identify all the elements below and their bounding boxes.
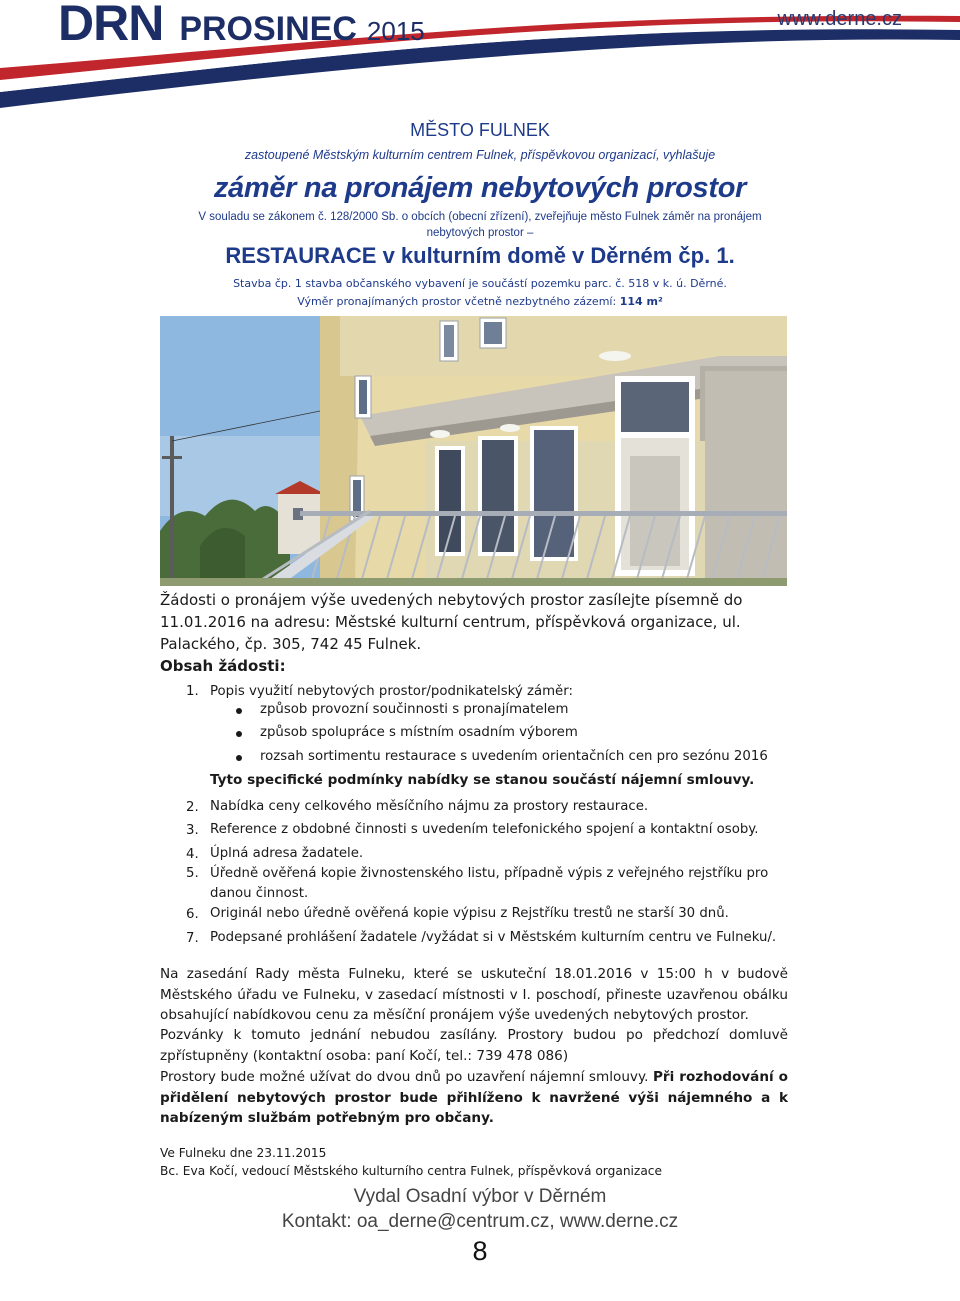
newsletter-title (58, 0, 425, 50)
usage-text: Prostory bude možné užívat do dvou dnů po uzavření nájemní smlouvy. (160, 1069, 649, 1085)
list-number: 4. (186, 847, 199, 862)
invitations-paragraph: Pozvánky k tomuto jednání nebudou zasílány. Prostory budou po předchozí domluvě zpřístupněny (kontaktní osoba: paní Kočí, tel.: 739 478 086) (160, 1027, 788, 1064)
area-value: 114 m² (619, 295, 663, 308)
bullet-icon (236, 708, 242, 714)
bullet-icon (236, 731, 242, 737)
footer-publisher: Vydal Osadní výbor v Děrném (353, 1186, 607, 1207)
building-info: Stavba čp. 1 stavba občanského vybavení je součástí pozemku parc. č. 518 v k. ú. Děrné. (233, 277, 727, 290)
signature-date: Ve Fulneku dne 23.11.2015 (160, 1146, 327, 1160)
building-photo (160, 316, 787, 586)
bullet-item: způsob provozní součinnosti s pronajímatelem (260, 702, 569, 717)
building-illustration (160, 316, 787, 586)
page-header (0, 0, 960, 110)
notice-headline: záměr na pronájem nebytových prostor (213, 172, 747, 204)
list-item-continuation: danou činnost. (210, 886, 309, 901)
list-number: 1. (186, 684, 199, 699)
application-instructions: Žádosti o pronájem výše uvedených nebytových prostor zasílejte písemně do 11.01.2016 na adresu: Městské kulturní centrum, příspěvková organizace, ul. Palackého, čp. 305, 742 45 Fulnek. (160, 591, 743, 653)
area-label: Výměr pronajímaných prostor včetně nezbytného zázemí: (297, 295, 617, 308)
town-heading: MĚSTO FULNEK (410, 120, 550, 140)
law-line-2: nebytových prostor – (426, 227, 534, 239)
bullet-icon (236, 755, 242, 761)
issue-year: 2015 (366, 16, 425, 46)
subject-heading: RESTAURACE v kulturním domě v Děrném čp. 1. (225, 243, 735, 268)
application-contents-heading: Obsah žádosti: (160, 657, 286, 675)
newsletter-name: DRN (58, 0, 164, 51)
header-website: www.derne.cz (777, 8, 902, 30)
list-item: Originál nebo úředně ověřená kopie výpisu z Rejstříku trestů ne starší 30 dnů. (210, 906, 729, 921)
usage-paragraph (160, 1067, 788, 1129)
bullet-item: způsob spolupráce s místním osadním výborem (260, 725, 578, 740)
list-item: Úředně ověřená kopie živnostenského listu, případně výpis z veřejného rejstříku pro (210, 866, 769, 881)
meeting-paragraph: Na zasedání Rady města Fulneku, které se uskuteční 18.01.2016 v 15:00 h v budově Městského úřadu ve Fulneku, v zasedací místnosti v I. poschodí, přineste uzavřenou obálku obsahující nabídkovou cenu za měsíční pronájem výše uvedených nebytových prostor. (160, 966, 788, 1023)
bullet-item: rozsah sortimentu restaurace s uvedením orientačních cen pro sezónu 2016 (260, 749, 768, 764)
list-item: Popis využití nebytových prostor/podnikatelský záměr: (210, 684, 573, 699)
list-item: Úplná adresa žadatele. (210, 846, 364, 861)
law-reference (0, 209, 960, 241)
specific-conditions-note: Tyto specifické podmínky nabídky se stanou součástí nájemní smlouvy. (210, 772, 755, 788)
area-info (0, 295, 960, 308)
list-item: Reference z obdobné činnosti s uvedením telefonického spojení a kontaktní osoby. (210, 822, 759, 837)
footer-contact: Kontakt: oa_derne@centrum.cz, www.derne.cz (281, 1211, 679, 1232)
list-number: 3. (186, 823, 199, 838)
list-item: Podepsané prohlášení žadatele /vyžádat si v Městském kulturním centru ve Fulneku/. (210, 930, 777, 945)
list-number: 6. (186, 907, 199, 922)
represented-by: zastoupené Městským kulturním centrem Fulnek, příspěvkovou organizací, vyhlašuje (244, 148, 716, 162)
decision-criteria: Při rozhodování o přidělení nebytových prostor bude přihlíženo k navržené výši nájemného a k nabízeným službám potřebným pro občany. (160, 1069, 788, 1126)
signature-name: Bc. Eva Kočí, vedoucí Městského kulturního centra Fulnek, příspěvková organizace (160, 1164, 662, 1178)
issue-month: PROSINEC (179, 10, 357, 48)
list-number: 7. (186, 931, 199, 946)
list-number: 2. (186, 800, 199, 815)
law-line-1: V souladu se zákonem č. 128/2000 Sb. o obcích (obecní zřízení), zveřejňuje město Fulnek záměr na pronájem (198, 211, 762, 223)
list-number: 5. (186, 866, 199, 881)
list-item: Nabídka ceny celkového měsíčního nájmu za prostory restaurace. (210, 799, 649, 814)
page-number: 8 (472, 1236, 488, 1266)
